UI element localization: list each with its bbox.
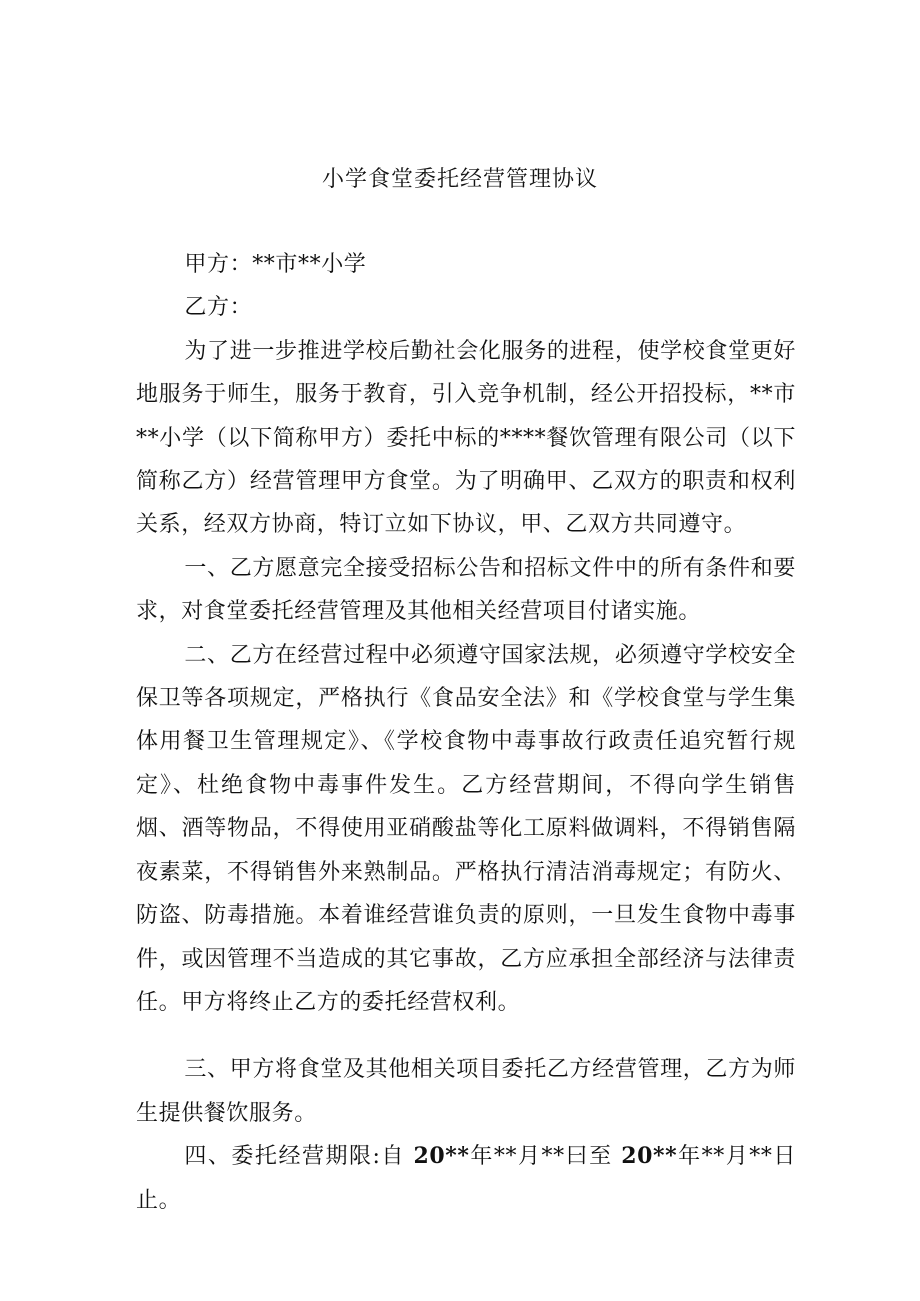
document-body xyxy=(136,243,796,1222)
intro-paragraph: 为了进一步推进学校后勤社会化服务的进程，使学校食堂更好地服务于师生，服务于教育，引入竞争机制，经公开招投标，**市**小学（以下简称甲方）委托中标的****餐饮管理有限公司（以下简称乙方）经营管理甲方食堂。为了明确甲、乙双方的职责和权利关系，经双方协商，特订立如下协议，甲、乙双方共同遵守。 xyxy=(136,338,796,538)
clause-4-seg2: 年**月**曰至 xyxy=(469,1144,622,1170)
clause-3-paragraph: 三、甲方将食堂及其他相关项目委托乙方经营管理，乙方为师生提供餐饮服务。 xyxy=(136,1057,796,1126)
document-title: 小学食堂委托经营管理协议 xyxy=(321,167,598,192)
clause-4-year-end: 20** xyxy=(621,1143,678,1170)
party-b-line: 乙方： xyxy=(184,295,253,321)
clause-1-paragraph: 一、乙方愿意完全接受招标公告和招标文件中的所有条件和要求，对食堂委托经营管理及其他相关经营项目付诸实施。 xyxy=(136,555,796,625)
clause-4-seg3: 年**月**日止。 xyxy=(136,1144,796,1213)
party-a-line: 甲方：**市**小学 xyxy=(184,252,367,277)
clause-4-year-start: 20** xyxy=(413,1143,470,1170)
clause-4-seg1: 自 xyxy=(380,1144,414,1170)
clause-4-paragraph xyxy=(136,1135,796,1222)
clause-2-paragraph: 二、乙方在经营过程中必须遵守国家法规，必须遵守学校安全保卫等各项规定，严格执行《食品安全法》和《学校食堂与学生集体用餐卫生管理规定》、《学校食物中毒事故行政责任追究暂行规定》、杜绝食物中毒事件发生。乙方经营期间，不得向学生销售烟、酒等物品，不得使用亚硝酸盐等化工原料做调料，不得销售隔夜素菜，不得销售外来熟制品。严格执行清洁消毒规定；有防火、防盗、防毒措施。本着谁经营谁负责的原则，一旦发生食物中毒事件，或因管理不当造成的其它事故，乙方应承担全部经济与法律责任。甲方将终止乙方的委托经营权利。 xyxy=(136,642,796,1015)
clause-4-prefix: 四、委托经营期限: xyxy=(184,1144,381,1170)
